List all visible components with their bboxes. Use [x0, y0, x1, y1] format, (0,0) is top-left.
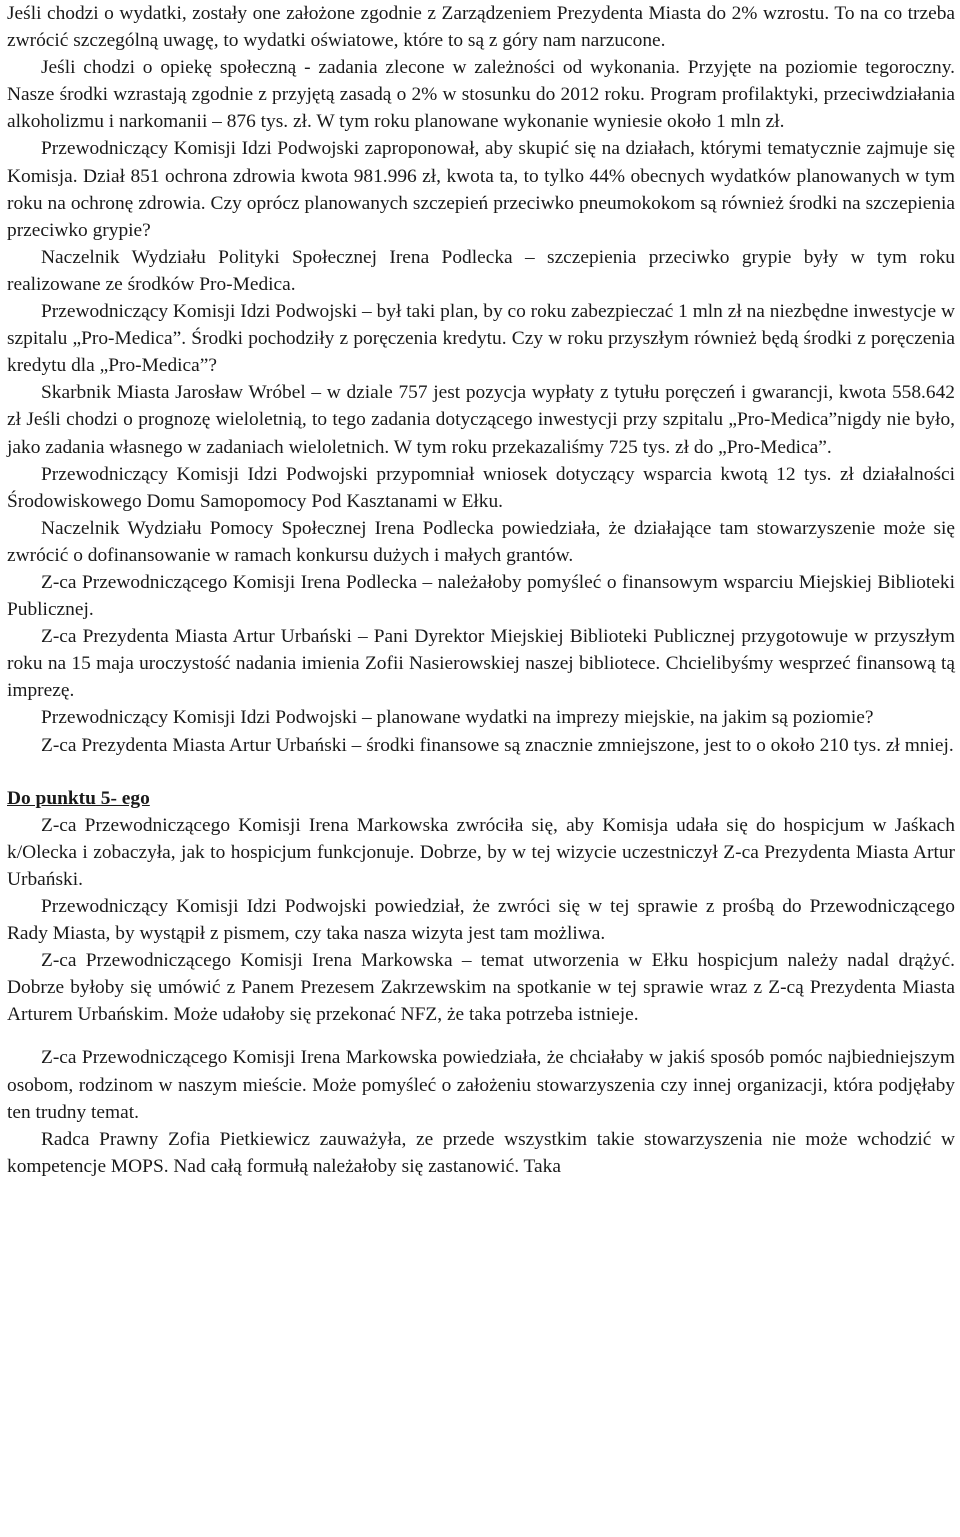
- paragraph: Przewodniczący Komisji Idzi Podwojski – planowane wydatki na imprezy miejskie, na jakim są poziomie?: [41, 707, 874, 729]
- paragraph: Z-ca Prezydenta Miasta Artur Urbański – środki finansowe są znacznie zmniejszone, jest to o około 210 tys. zł mniej.: [41, 734, 954, 756]
- paragraph: Z-ca Przewodniczącego Komisji Irena Podlecka – należałoby pomyśleć o finansowym wsparciu Miejskiej Biblioteki Publicznej.: [7, 571, 955, 621]
- paragraph: Przewodniczący Komisji Idzi Podwojski przypomniał wniosek dotyczący wsparcia kwotą 12 tys. zł działalności Środowiskowego Domu Samopomocy Pod Kasztanami w Ełku.: [7, 463, 955, 512]
- paragraph: Radca Prawny Zofia Pietkiewicz zauważyła, ze przede wszystkim takie stowarzyszenia nie może wchodzić w kompetencje MOPS. Nad całą formułą należałoby się zastanowić. Taka: [7, 1128, 955, 1177]
- section-heading: Do punktu 5- ego: [7, 787, 150, 809]
- paragraph: Przewodniczący Komisji Idzi Podwojski – był taki plan, by co roku zabezpieczać 1 mln zł na niezbędne inwestycje w szpitalu „Pro-Medica”. Środki pochodziły z poręczenia kredytu. Czy w roku przyszłym również będą środki z poręczenia kredytu dla „Pro-Medica”?: [7, 301, 955, 377]
- paragraph: Skarbnik Miasta Jarosław Wróbel – w dziale 757 jest pozycja wypłaty z tytułu poręczeń i gwarancji, kwota 558.642 zł Jeśli chodzi o prognozę wieloletnią, to tego zadania dotyczącego inwestycji przy szpitalu „Pro-Medica”nigdy nie było, jako zadania własnego w zadaniach wieloletnich. W tym roku przekazaliśmy 725 tys. zł do „Pro-Medica”.: [7, 382, 955, 458]
- paragraph: Z-ca Przewodniczącego Komisji Irena Markowska powiedziała, że chciałaby w jakiś sposób pomóc najbiedniejszym osobom, rodzinom w naszym mieście. Może pomyśleć o założeniu stowarzyszenia czy innej organizacji, która podjęłaby ten trudny temat.: [7, 1047, 955, 1123]
- paragraph: Naczelnik Wydziału Polityki Społecznej Irena Podlecka – szczepienia przeciwko grypie były w tym roku realizowane ze środków Pro-Medica.: [7, 246, 955, 295]
- paragraph: Przewodniczący Komisji Idzi Podwojski zaproponował, aby skupić się na działach, którymi tematycznie zajmuje się Komisja. Dział 851 ochrona zdrowia kwota 981.996 zł, kwota ta, to tylko 44% obecnych wydatków planowanych w tym roku na ochronę zdrowia. Czy oprócz planowanych szczepień przeciwko pneumokokom są również środki na szczepienia przeciwko grypie?: [7, 138, 955, 241]
- paragraph: Z-ca Przewodniczącego Komisji Irena Markowska zwróciła się, aby Komisja udała się do hospicjum w Jaśkach k/Olecka i zobaczyła, jak to hospicjum funkcjonuje. Dobrze, by w tej wizycie uczestniczył Z-ca Prezydenta Miasta Artur Urbański.: [7, 814, 955, 890]
- paragraph: Jeśli chodzi o opiekę społeczną - zadania zlecone w zależności od wykonania. Przyjęte na poziomie tegoroczny. Nasze środki wzrastają zgodnie z przyjętą zasadą o 2% w stosunku do 2012 roku. Program profilaktyki, przeciwdziałania alkoholizmu i narkomanii – 876 tys. zł. W tym roku planowane wykonanie wyniesie około 1 mln zł.: [7, 57, 955, 133]
- paragraph: Z-ca Przewodniczącego Komisji Irena Markowska – temat utworzenia w Ełku hospicjum należy nadal drążyć. Dobrze byłoby się umówić z Panem Prezesem Zakrzewskim na spotkanie w tej sprawie wraz z Z-cą Prezydenta Miasta Arturem Urbańskim. Może udałoby się przekonać NFZ, że taka potrzeba istnieje.: [7, 950, 955, 1026]
- paragraph: Naczelnik Wydziału Pomocy Społecznej Irena Podlecka powiedziała, że działające tam stowarzyszenie może się zwrócić o dofinansowanie w ramach konkursu dużych i małych grantów.: [7, 517, 955, 566]
- paragraph: Jeśli chodzi o wydatki, zostały one założone zgodnie z Zarządzeniem Prezydenta Miasta do 2% wzrostu. To na co trzeba zwrócić szczególną uwagę, to wydatki oświatowe, które to są z góry nam narzucone.: [7, 3, 955, 52]
- document-page: [7, 0, 955, 1180]
- section-spacer: [7, 759, 955, 785]
- section-spacer: [7, 1028, 955, 1044]
- paragraph: Z-ca Prezydenta Miasta Artur Urbański – Pani Dyrektor Miejskiej Biblioteki Publicznej przygotowuje w przyszłym roku na 15 maja uroczystość nadania imienia Zofii Nasierowskiej naszej bibliotece. Chcielibyśmy wesprzeć finansową tą imprezę.: [7, 626, 955, 702]
- paragraph: Przewodniczący Komisji Idzi Podwojski powiedział, że zwróci się w tej sprawie z prośbą do Przewodniczącego Rady Miasta, by wystąpił z pismem, czy taka nasza wizyta jest tam możliwa.: [7, 896, 955, 945]
